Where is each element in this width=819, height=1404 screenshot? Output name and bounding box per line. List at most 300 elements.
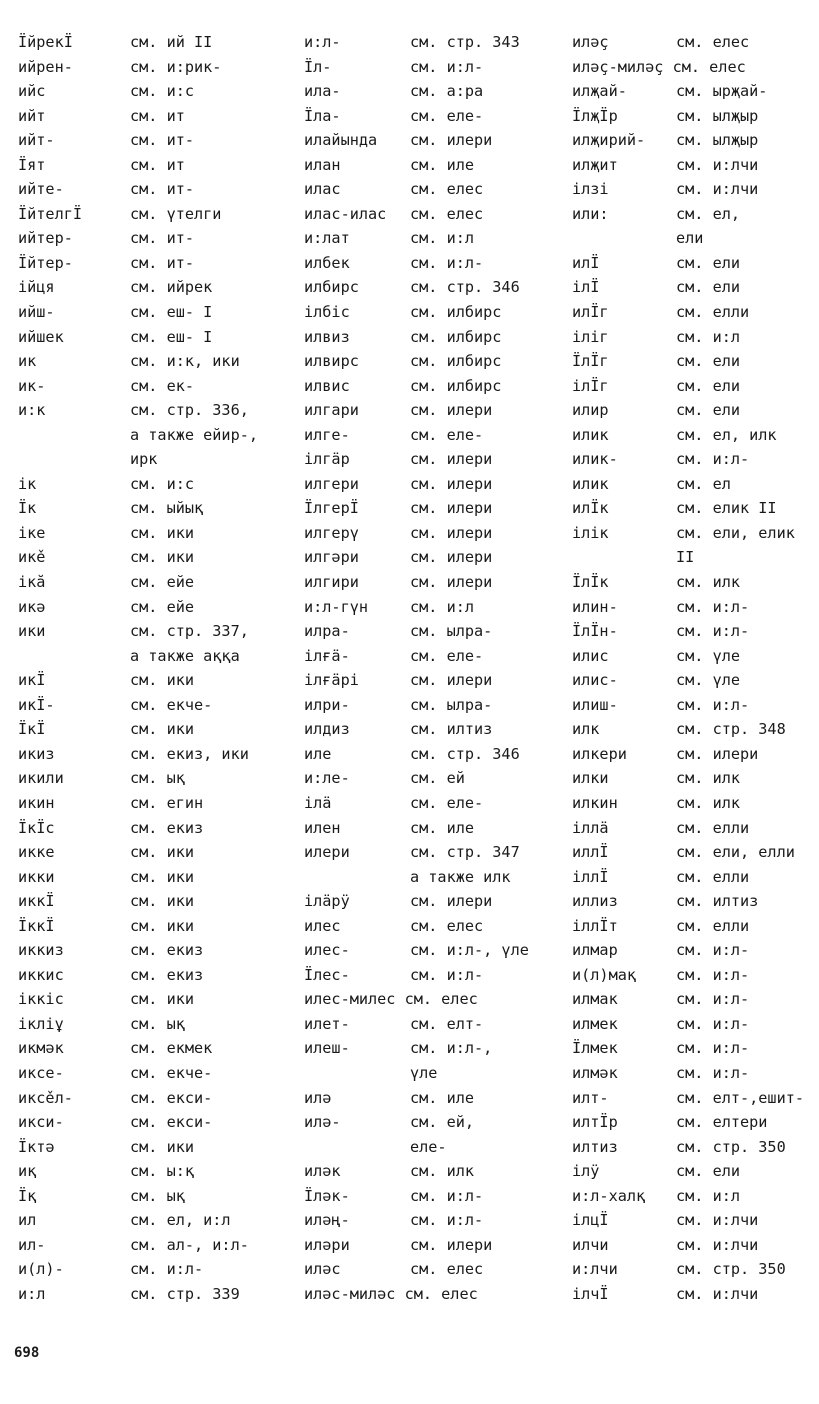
headword: илес-милес см. елес [304,990,478,1009]
headword: илмар [572,941,618,960]
entry-row [572,325,812,350]
headword: иләри [304,1235,350,1254]
cross-reference: ирк [130,450,158,469]
cross-reference: см. и:лчи [676,180,759,199]
headword: иқ [18,1162,37,1181]
entry-row [304,938,566,963]
headword: иккис [18,965,64,984]
entry-row [572,472,812,497]
cross-reference: см. ели [676,1162,741,1181]
cross-reference: см. ыйық [130,499,204,518]
cross-reference: см. и:л [410,229,475,248]
headword: ийс [18,82,46,101]
cross-reference: см. ики [130,990,195,1009]
cross-reference: см. а:ра [410,82,484,101]
headword: илдиз [304,720,350,739]
headword: ик- [18,376,46,395]
entry-row [572,717,812,742]
entry-row [304,472,566,497]
cross-reference: см. стр. 346 [410,278,520,297]
headword: ЇлЇн- [572,622,618,641]
entry-row [572,1159,812,1184]
headword: иләç [572,33,609,51]
cross-reference: см. екиз [130,965,204,984]
entry-row [18,447,278,472]
entry-row [304,595,566,620]
headword: илис [572,646,609,665]
headword: ЇлгерЇ [304,499,359,518]
cross-reference: см. илери [410,474,493,493]
entry-row [18,202,278,227]
headword: илес [304,916,341,935]
headword: іліг [572,327,609,346]
cross-reference: см. елес [410,180,484,199]
headword: Їлмек [572,1039,618,1058]
entry-row [18,423,278,448]
cross-reference: см. илери [410,523,493,542]
cross-reference: см. стр. 343 [410,33,520,51]
headword: ийт [18,106,46,125]
headword: илбирс [304,278,359,297]
entry-row [304,742,566,767]
entry-row [572,1110,812,1135]
entry-row [18,644,278,669]
cross-reference: см. ики [130,843,195,862]
cross-reference: см. ит [130,106,185,125]
headword: ікӑ [18,573,46,592]
entry-row [18,374,278,399]
cross-reference: см. елт- [410,1014,484,1033]
headword: илас-илас [304,204,387,223]
cross-reference: см. и:л- [130,1260,204,1279]
entry-row [304,1061,566,1086]
headword: илвирс [304,352,359,371]
entry-row [304,374,566,399]
entry-row [572,1184,812,1209]
headword: илир [572,401,609,420]
headword: ики [18,622,46,641]
cross-reference: см. и:л- [676,450,750,469]
cross-reference: см. елли [676,818,750,837]
headword: илгари [304,401,359,420]
cross-reference: см. и:л- [676,965,750,984]
cross-reference: см. ел [676,474,731,493]
headword: иле [304,744,332,763]
headword: илет- [304,1014,350,1033]
cross-reference: см. стр. 339 [130,1284,240,1303]
cross-reference: см. екче- [130,695,213,714]
headword: илмек [572,1014,618,1033]
headword: ілчЇ [572,1284,609,1303]
headword: илеш- [304,1039,350,1058]
headword: илвиз [304,327,350,346]
entry-row [18,79,278,104]
cross-reference: см. илбирс [410,303,502,322]
cross-reference: см. и:л- [676,1014,750,1033]
headword: икмәк [18,1039,64,1058]
entry-row [304,1257,566,1282]
entry-row [18,963,278,988]
headword: ийшек [18,327,64,346]
entry-row [304,619,566,644]
entry-row [18,1257,278,1282]
entry-row [304,693,566,718]
cross-reference: см. ики [130,867,195,886]
headword: іллЇт [572,916,618,935]
entry-row [18,865,278,890]
entry-row [18,816,278,841]
headword: илЇ [572,253,600,272]
entry-row [304,668,566,693]
cross-reference: см. ей, [410,1113,475,1132]
headword: иккиз [18,941,64,960]
headword: или: [572,204,609,223]
entry-row [572,1061,812,1086]
entry-row [304,1208,566,1233]
cross-reference: см. и:с [130,474,195,493]
headword: Їлес- [304,965,350,984]
headword: икки [18,867,55,886]
cross-reference: см. еш- I [130,303,213,322]
entry-row [572,545,812,570]
headword: икЇ [18,671,46,690]
entry-row [18,1208,278,1233]
entry-row [304,423,566,448]
headword: ила- [304,82,341,101]
headword: іллЇ [572,867,609,886]
headword: илкери [572,744,627,763]
cross-reference: см. ылра- [410,622,493,641]
entry-row [304,644,566,669]
headword: ілЇ [572,278,600,297]
entry-row [572,816,812,841]
entry-row [304,1233,566,1258]
cross-reference: см. и:л- [410,965,484,984]
headword: ілӓрӱ [304,892,350,911]
cross-reference: см. елес [676,33,750,51]
entry-row [304,55,566,80]
cross-reference: см. илери [410,671,493,690]
entry-row [304,177,566,202]
entry-row [572,104,812,129]
entry-row [304,104,566,129]
cross-reference: см. ит- [130,253,195,272]
entry-row [572,742,812,767]
entry-row [304,79,566,104]
entry-row [304,1282,566,1307]
cross-reference: см. иле [410,818,475,837]
entry-row [304,987,566,1012]
cross-reference: см. ий II [130,33,213,51]
entry-row [18,472,278,497]
headword: иксе- [18,1063,64,1082]
headword: іке [18,523,46,542]
entry-row [304,1110,566,1135]
entry-row [18,1061,278,1086]
cross-reference: см. илтиз [410,720,493,739]
entry-row [304,1184,566,1209]
headword: илҗай- [572,82,627,101]
cross-reference: см. еле- [410,106,484,125]
cross-reference: ели [676,229,704,248]
cross-reference: см. и:л- [676,1039,750,1058]
headword: ийте- [18,180,64,199]
entry-row [18,30,278,55]
cross-reference: см. илери [410,892,493,911]
cross-reference: а также аққа [130,646,240,665]
cross-reference: см. екче- [130,1063,213,1082]
cross-reference: см. илери [410,499,493,518]
entry-row [572,496,812,521]
cross-reference: см. и:л-, [410,1039,493,1058]
cross-reference: см. и:л- [676,941,750,960]
entry-row [18,521,278,546]
cross-reference: см. ики [130,671,195,690]
cross-reference: см. елтери [676,1113,768,1132]
headword: ілӱ [572,1162,600,1181]
headword: ил [18,1211,37,1230]
headword: икЇ- [18,695,55,714]
headword: ийт- [18,131,55,150]
cross-reference: см. иле [410,155,475,174]
entry-row [572,398,812,423]
entry-row [304,717,566,742]
cross-reference: см. үле [676,646,741,665]
entry-row [572,889,812,914]
headword: илҗит [572,155,618,174]
cross-reference: см. стр. 350 [676,1137,786,1156]
headword: ійця [18,278,55,297]
cross-reference: см. елес [410,204,484,223]
entry-row [304,840,566,865]
headword: иллЇ [572,843,609,862]
entry-row [572,275,812,300]
cross-reference: см. илк [410,1162,475,1181]
cross-reference: см. илери [410,1235,493,1254]
cross-reference: см. ейе [130,597,195,616]
headword: ик [18,352,37,371]
cross-reference: см. ек- [130,376,195,395]
entry-row [304,1036,566,1061]
cross-reference: см. елик II [676,499,777,518]
cross-reference: см. илбирс [410,327,502,346]
cross-reference: см. еш- I [130,327,213,346]
cross-reference: см. ели, елик [676,523,795,542]
entry-row [572,987,812,1012]
cross-reference: см. үтелги [130,204,222,223]
cross-reference: см. ики [130,916,195,935]
entry-row [18,840,278,865]
entry-row [18,1184,278,1209]
cross-reference: а также ейир-, [130,425,259,444]
headword: илайында [304,131,378,150]
cross-reference: см. илтиз [676,892,759,911]
entry-row [572,55,812,80]
cross-reference: см. и:с [130,82,195,101]
headword: Їйтер- [18,253,73,272]
entry-row [18,938,278,963]
cross-reference: см. елес [410,916,484,935]
headword: илбек [304,253,350,272]
cross-reference: см. илк [676,793,741,812]
entry-row [18,153,278,178]
headword: иләң- [304,1211,350,1230]
cross-reference: см. и:л- [410,1211,484,1230]
entry-row [18,619,278,644]
entry-row [18,55,278,80]
cross-reference: см. ики [130,523,195,542]
cross-reference: см. ылра- [410,695,493,714]
entry-row [304,1086,566,1111]
entry-row [572,1086,812,1111]
entry-row [572,766,812,791]
cross-reference: см. ит [130,155,185,174]
cross-reference: см. стр. 348 [676,720,786,739]
cross-reference: см. и:л- [410,57,484,76]
entry-row [304,766,566,791]
headword: илт- [572,1088,609,1107]
headword: илҗирий- [572,131,646,150]
cross-reference: см. елли [676,867,750,886]
cross-reference: см. еле- [410,793,484,812]
entry-row [18,1110,278,1135]
cross-reference: см. ели [676,253,741,272]
cross-reference: см. и:л [676,327,741,346]
headword: икке [18,843,55,862]
headword: ілбіс [304,303,350,322]
entry-row [18,1135,278,1160]
headword: иккЇ [18,892,55,911]
entry-row [18,693,278,718]
page-number: 698 [14,1345,40,1361]
headword: илис- [572,671,618,690]
entry-row [572,595,812,620]
cross-reference: см. ики [130,720,195,739]
cross-reference: см. ы:қ [130,1162,195,1181]
cross-reference: см. ели [676,376,741,395]
entry-row [572,865,812,890]
cross-reference: см. и:л [676,1186,741,1205]
entry-row [18,889,278,914]
entry-row [304,398,566,423]
entry-row [18,987,278,1012]
entry-row [18,570,278,595]
headword: Їқ [18,1186,37,1205]
cross-reference: II [676,548,695,567]
entry-row [572,423,812,448]
entry-row [572,447,812,472]
headword: ийш- [18,303,55,322]
cross-reference: см. ық [130,769,185,788]
headword: ілгӓр [304,450,350,469]
cross-reference: см. егин [130,793,204,812]
headword: и:л-гүн [304,597,369,616]
cross-reference: см. стр. 336, [130,401,249,420]
entry-row [18,595,278,620]
entry-row [304,1012,566,1037]
cross-reference: см. и:лчи [676,1211,759,1230]
headword: илә- [304,1113,341,1132]
entry-row [18,791,278,816]
headword: илес- [304,941,350,960]
headword: илкин [572,793,618,812]
headword: иләс [304,1260,341,1279]
entry-row [572,202,812,227]
headword: илиш- [572,695,618,714]
entry-row [304,30,566,55]
cross-reference: см. иле [410,1088,475,1107]
headword: иллиз [572,892,618,911]
column-3 [572,30,812,1306]
cross-reference: см. ылҗыр [676,131,759,150]
entry-row [572,251,812,276]
entry-row [572,349,812,374]
entry-row [304,791,566,816]
cross-reference: см. ели [676,352,741,371]
cross-reference: см. ейе [130,573,195,592]
headword: ЇккЇ [18,916,55,935]
headword: илвис [304,376,350,395]
cross-reference: см. ырҗай- [676,82,768,101]
entry-row [304,226,566,251]
headword: илчи [572,1235,609,1254]
entry-row [18,325,278,350]
cross-reference: см. и:лчи [676,1235,759,1254]
cross-reference: см. ал-, и:л- [130,1235,249,1254]
entry-row [18,226,278,251]
cross-reference: см. ық [130,1186,185,1205]
cross-reference: см. и:л- [676,990,750,1009]
entry-row [18,496,278,521]
cross-reference: см. стр. 350 [676,1260,786,1279]
cross-reference: см. илбирс [410,376,502,395]
entry-row [304,1135,566,1160]
headword: илгәри [304,548,359,567]
cross-reference: см. екси- [130,1088,213,1107]
entry-row [572,1135,812,1160]
entry-row [304,963,566,988]
entry-row [18,104,278,129]
cross-reference: см. и:л- [676,695,750,714]
cross-reference: см. ел, [676,204,741,223]
headword: ілғӓ- [304,646,350,665]
headword: Їла- [304,106,341,125]
cross-reference: см. ел, илк [676,425,777,444]
entry-row [304,570,566,595]
headword: илик [572,474,609,493]
headword: илки [572,769,609,788]
entry-row [572,1233,812,1258]
headword: илтиз [572,1137,618,1156]
headword: ілӓ [304,793,332,812]
cross-reference: см. ит- [130,180,195,199]
cross-reference: см. елли [676,916,750,935]
headword: илас [304,180,341,199]
entry-row [572,79,812,104]
entry-row [18,1282,278,1307]
entry-row [304,889,566,914]
entry-row [304,349,566,374]
entry-row [572,30,812,55]
entry-row [572,128,812,153]
cross-reference: см. стр. 347 [410,843,520,862]
cross-reference: см. ики [130,892,195,911]
headword: Їләк- [304,1186,350,1205]
entry-row [18,398,278,423]
cross-reference: см. и:лчи [676,1284,759,1303]
entry-row [572,693,812,718]
cross-reference: см. елес [410,1260,484,1279]
